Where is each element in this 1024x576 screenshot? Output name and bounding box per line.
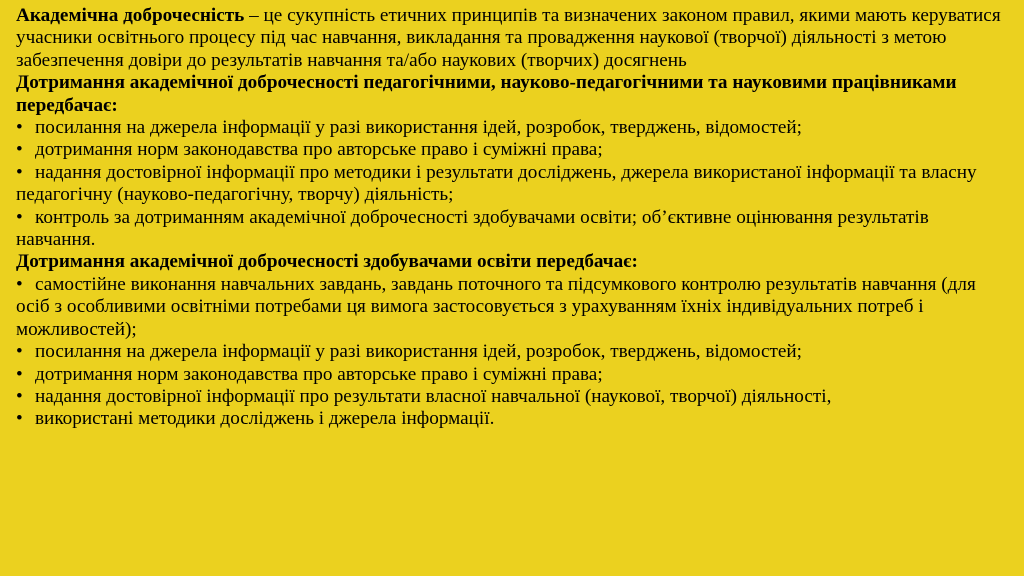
bullet-icon: • <box>16 161 23 183</box>
list-item <box>16 117 1006 139</box>
bullet-icon: • <box>16 363 23 385</box>
list-item-text: надання достовірної інформації про методики і результати досліджень, джерела використаної інформації та власну педагогічну (науково-педагогічну, творчу) діяльність; <box>16 161 977 206</box>
list-item <box>16 274 1006 341</box>
list-item <box>16 139 1006 161</box>
bullet-icon: • <box>16 206 23 228</box>
students-obligations-list <box>16 274 1006 431</box>
list-item-text: посилання на джерела інформації у разі використання ідей, розробок, тверджень, відомостей; <box>35 341 802 363</box>
list-item-text: самостійне виконання навчальних завдань, завдань поточного та підсумкового контролю результатів навчання (для осіб з особливими освітніми потребами ця вимога застосовується з урахуванням їхніх індивідуальних потреб і можливостей); <box>16 273 976 340</box>
list-item-text: дотримання норм законодавства про авторське право і суміжні права; <box>35 139 603 161</box>
bullet-icon: • <box>16 273 23 295</box>
list-item <box>16 408 1006 430</box>
list-item <box>16 162 1006 207</box>
list-item <box>16 364 1006 386</box>
staff-section-heading: Дотримання академічної доброчесності педагогічними, науково-педагогічними та науковими працівниками передбачає: <box>16 72 957 116</box>
staff-obligations-list <box>16 117 1006 251</box>
bullet-icon: • <box>16 385 23 407</box>
list-item <box>16 386 1006 408</box>
list-item-text: використані методики досліджень і джерела інформації. <box>35 408 495 430</box>
list-item <box>16 341 1006 363</box>
bullet-icon: • <box>16 139 23 161</box>
definition-text: – це сукупність етичних принципів та визначених законом правил, якими мають керуватися учасники освітнього процесу під час навчання, викладання та провадження наукової (творчої) діяльності з метою забезпечення довіри до результатів навчання та/або наукових (творчих) досягнень <box>16 5 1001 71</box>
list-item <box>16 207 1006 252</box>
definition-paragraph <box>16 5 1006 72</box>
list-item-text: посилання на джерела інформації у разі використання ідей, розробок, тверджень, відомостей; <box>35 117 802 139</box>
bullet-icon: • <box>16 341 23 363</box>
bullet-icon: • <box>16 408 23 430</box>
students-section-heading: Дотримання академічної доброчесності здобувачами освіти передбачає: <box>16 251 638 273</box>
definition-term: Академічна доброчесність <box>16 5 245 26</box>
list-item-text: контроль за дотриманням академічної доброчесності здобувачами освіти; об’єктивне оцінювання результатів навчання. <box>16 206 929 251</box>
bullet-icon: • <box>16 117 23 139</box>
list-item-text: надання достовірної інформації про результати власної навчальної (наукової, творчої) діяльності, <box>35 385 832 407</box>
list-item-text: дотримання норм законодавства про авторське право і суміжні права; <box>35 363 603 385</box>
